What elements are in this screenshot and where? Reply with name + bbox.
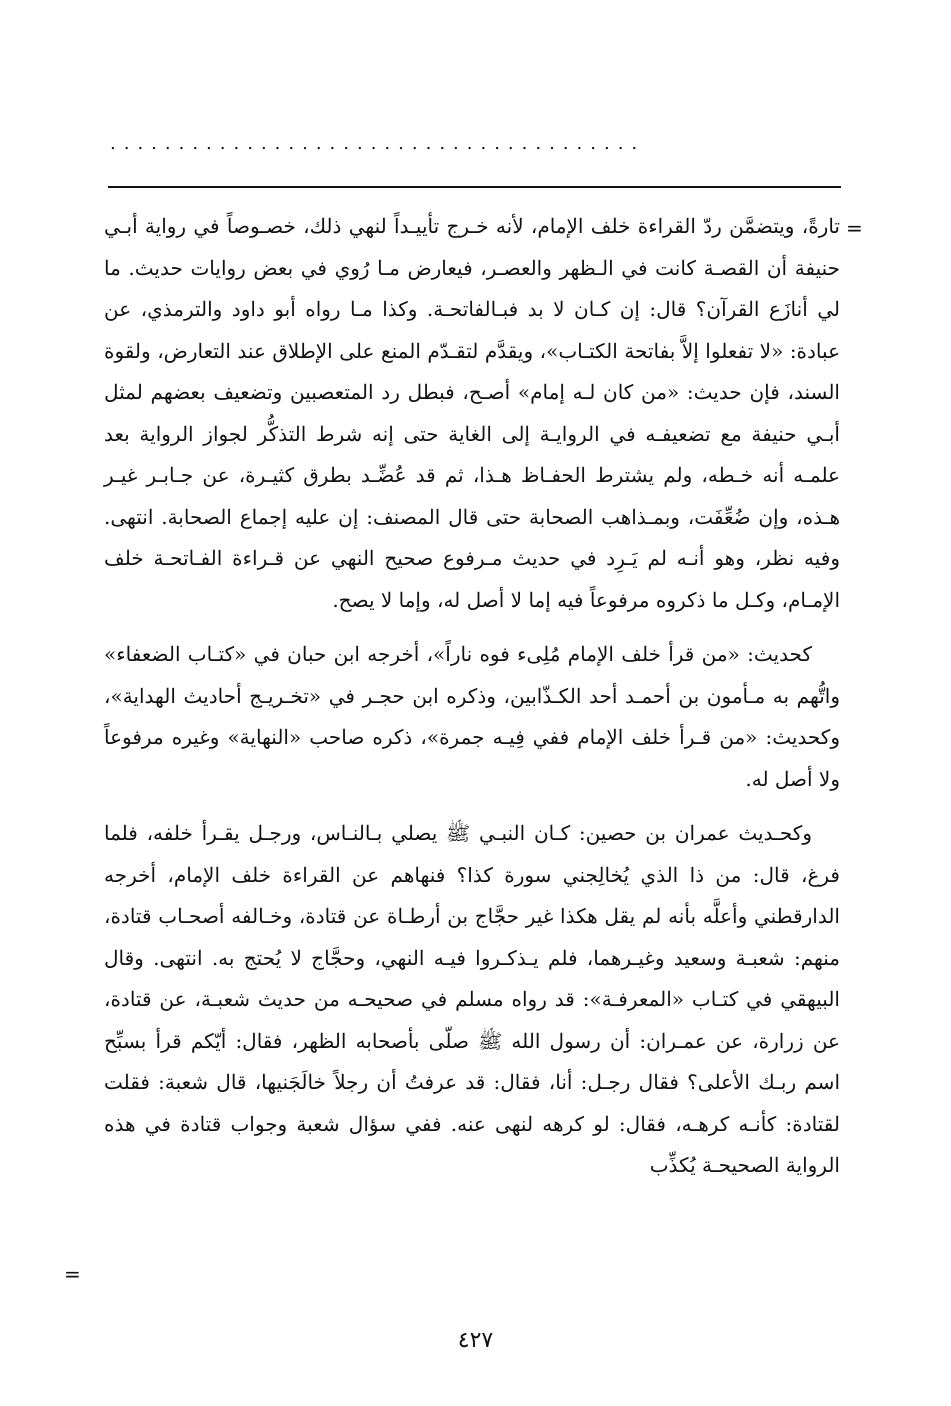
paragraph-2: كحديث: «من قرأ خلف الإمام مُلِىء فوه ناراً»، أخرجه ابن حبان في «كتـاب الضعفاء» واتُّهم به مـأمون بن أحمـد أحد الكـذّابين، وذكره ابن حجـر في «تخـريـج أحاديث الهداية»، وكحديث: «من قـرأ خلف الإمام ففي فِيـه جمرة»، ذكره صاحب «النهاية» وغيره مرفوعاً ولا أصل له. <box>104 642 840 791</box>
paragraph-1: تارةً، ويتضمَّن ردّ القراءة خلف الإمام، لأنه خـرج تأييـداً لنهي ذلك، خصـوصاً في رواية أبـي حنيفة أن القصـة كانت في الـظهر والعصـر، فيعارض مـا رُوي في بعض روايات حديث. ما لي أنازَع القرآن؟ قال: إن كـان لا بد فبـالفاتحـة. وكذا مـا رواه أبو داود والترمذي، عن عبادة: «لا تفعلوا إلاَّ بفاتحة الكتـاب»، ويقدَّم لتقـدّم المنع على الإطلاق عند التعارض، ولقوة السند، فإن حديث: «من كان لـه إمام» أصـح، فبطل رد المتعصبين وتضعيف بعضهم لمثل أبـي حنيفة مع تضعيفـه في الروايـة إلى الغاية حتى إنه شرط التذكُّر لجواز الرواية بعد علمـه أنه خـطه، ولم يشترط الحفـاظ هـذا، ثم قد عُضِّـد بطرق كثيـرة، عن جـابـر غيـر هـذه، وإن ضُعِّفَت، وبمـذاهب الصحابة حتى قال المصنف: إن عليه إجماع الصحابة. انتهى. وفيه نظر، وهو أنـه لم يَـرِد في حديث مـرفوع صحيح النهي عن قـراءة الفـاتحـة خلف الإمـام، وكـل ما ذكروه مرفوعاً فيه إما لا أصل له، وإما لا يصح. <box>104 214 840 612</box>
header-dotted-line: ....................................... <box>110 134 646 154</box>
page-body <box>104 206 840 1187</box>
paragraph-3: وكحـديث عمران بن حصين: كـان النبـي ﷺ يصلي بـالنـاس، ورجـل يقـرأ خلفه، فلما فرغ، قال: من ذا الذي يُخالِجني سورة كذا؟ فنهاهم عن القراءة خلف الإمام، أخرجه الدارقطني وأعلَّه بأنه لم يقل هكذا غير حجَّاج بن أرطـاة عن قتادة، وخـالفه أصحـاب قتادة، منهم: شعبـة وسعيد وغيـرهما، فلم يـذكـروا فيـه النهي، وحجَّاج لا يُحتج به. انتهى. وقال البيهقي في كتـاب «المعرفـة»: قد رواه مسلم في صحيحـه من حديث شعبـة، عن قتادة، عن زرارة، عن عمـران: أن رسول الله ﷺ صلّى بأصحابه الظهر، فقال: أيّكم قرأ بسبِّح اسم ربـك الأعلى؟ فقال رجـل: أنا، فقال: قد عرفتُ أن رجلاً خالَجَنيها، قال شعبة: فقلت لقتادة: كأنـه كرهـه، فقال: لو كرهه لنهى عنه. ففي سؤال شعبة وجواب قتادة في هذه الرواية الصحيحـة يُكذِّب <box>104 821 840 1177</box>
continuation-marker-start: = <box>846 216 863 240</box>
header-rule <box>108 186 841 188</box>
continuation-marker-end: = <box>64 1262 81 1286</box>
page-number: ٤٢٧ <box>457 1328 494 1353</box>
